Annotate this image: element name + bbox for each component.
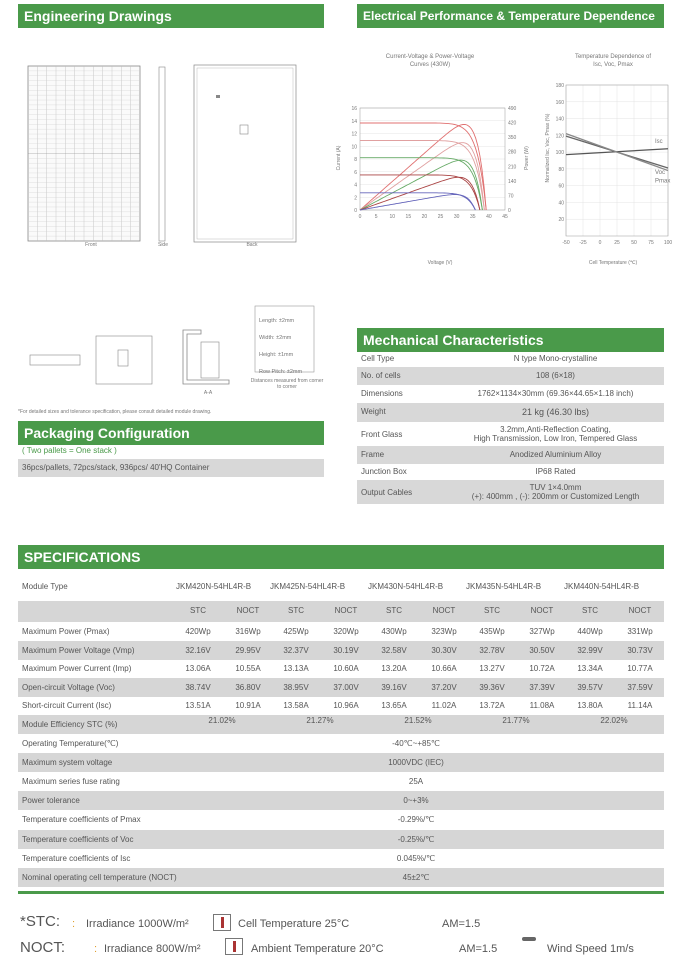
- wind-icon: [522, 937, 536, 941]
- spec-key: Module Type: [22, 582, 68, 591]
- iv-y2tick: 280: [508, 149, 517, 156]
- footer-noct-label: NOCT:: [20, 939, 65, 956]
- temp-ytick: 160: [555, 99, 564, 106]
- spec-key: Short-circuit Current (Isc): [22, 701, 112, 710]
- packaging-subtitle: ( Two pallets = One stack ): [22, 446, 117, 455]
- temp-label-Isc: Isc: [655, 138, 663, 145]
- temp-label-Voc: Voc: [655, 170, 666, 177]
- footer-noct-irradiance: Irradiance 800W/m²: [104, 943, 201, 955]
- noct-header: NOCT: [628, 606, 652, 615]
- mech-row: [357, 403, 664, 422]
- temp-chart-svg: [540, 48, 673, 273]
- spec-value: 420Wp: [185, 627, 211, 636]
- temp-xtick: -50: [562, 240, 570, 246]
- mech-value: 21 kg (46.30 lbs): [521, 407, 590, 417]
- footer-divider: [18, 891, 664, 894]
- iv-xtick: 5: [374, 214, 378, 220]
- spec-key: Power tolerance: [22, 796, 80, 806]
- mech-key: Cell Type: [361, 354, 395, 363]
- iv-ytick: 10: [351, 144, 357, 151]
- mech-key: No. of cells: [361, 371, 401, 380]
- spec-value: 13.72A: [479, 701, 505, 710]
- noct-header: NOCT: [432, 606, 456, 615]
- efficiency-value: 21.27%: [306, 715, 334, 725]
- spec-value: 10.55A: [235, 664, 261, 673]
- spec-key: Open-circuit Voltage (Voc): [22, 682, 115, 692]
- temp-xtick: 50: [631, 240, 637, 246]
- spec-value: 11.14A: [627, 701, 653, 710]
- tolerance-width: Width: ±2mm: [259, 335, 292, 341]
- mech-key: Dimensions: [361, 389, 403, 398]
- mech-value: IP68 Rated: [535, 467, 576, 476]
- temp-ylabel: Normalized Isc, Voc, Pmax (%): [545, 113, 551, 183]
- spec-key: Nominal operating cell temperature (NOCT): [22, 872, 177, 882]
- mech-key: Frame: [361, 450, 385, 459]
- spec-value: 430Wp: [381, 627, 407, 636]
- front-label: Front: [85, 242, 97, 248]
- efficiency-value: 21.77%: [502, 715, 530, 725]
- spec-row: [18, 791, 664, 810]
- spec-value: 11.08A: [529, 701, 555, 710]
- iv-y2tick: 350: [508, 135, 517, 142]
- spec-value: 13.06A: [185, 664, 211, 673]
- iv-xtick: 25: [437, 214, 444, 220]
- mechanical-header: [357, 328, 664, 352]
- spec-value: -40℃~+85℃: [392, 738, 440, 748]
- efficiency-value: 21.52%: [404, 715, 432, 725]
- temp-xtick: -25: [579, 240, 587, 246]
- mech-row: [357, 385, 664, 403]
- specifications-title: SPECIFICATIONS: [24, 549, 141, 565]
- spec-row: [18, 678, 664, 697]
- spec-value: 13.34A: [577, 664, 603, 673]
- spec-row: [18, 659, 664, 678]
- spec-value: 1000VDC (IEC): [388, 757, 444, 767]
- iv-xtick: 35: [469, 214, 476, 220]
- packaging-line: 36pcs/pallets, 72pcs/stack, 936pcs/ 40'HQ Container: [18, 459, 324, 477]
- temp-ytick: 80: [558, 166, 564, 173]
- iv-ytick: 12: [351, 131, 357, 138]
- iv-chart-svg: [330, 48, 530, 273]
- mech-row: [357, 367, 664, 385]
- footer-stc-am: AM=1.5: [442, 918, 481, 930]
- back-view: [194, 65, 296, 242]
- spec-row: [18, 622, 664, 641]
- mech-value-line1: 3.2mm,Anti-Reflection Coating,: [500, 425, 611, 434]
- spec-row: [18, 810, 664, 829]
- spec-row: [18, 830, 664, 849]
- pv-curve-200W: [360, 195, 475, 211]
- packaging-header: [18, 421, 324, 445]
- temp-xtick: 100: [663, 240, 673, 246]
- side-label: Side: [157, 242, 169, 248]
- iv-ytick: 2: [354, 195, 357, 202]
- iv-ytick: 4: [354, 182, 357, 189]
- spec-row: [18, 772, 664, 791]
- mech-row: [357, 480, 664, 504]
- efficiency-value: 21.02%: [208, 715, 236, 725]
- tolerance-height: Height: ±1mm: [259, 352, 294, 358]
- specifications-header: [18, 545, 664, 569]
- spec-value: 32.58V: [381, 645, 407, 655]
- spec-row: [18, 715, 664, 734]
- spec-row: [18, 868, 664, 887]
- footer-stc-irradiance: Irradiance 1000W/m²: [86, 918, 189, 930]
- iv-plot: [351, 106, 516, 220]
- temp-ytick: 140: [555, 116, 564, 123]
- sun-icon: :: [94, 943, 98, 955]
- mech-value: [447, 425, 664, 443]
- model-name: JKM435N-54HL4R-B: [466, 582, 542, 591]
- footer-stc-temperature: Cell Temperature 25°C: [238, 918, 350, 930]
- tolerance-list: [259, 313, 302, 381]
- mech-row: [357, 446, 664, 464]
- tolerance-note: Distances measured from corner to corner: [250, 378, 324, 390]
- temp-title-2: Isc, Voc, Pmax: [593, 62, 633, 68]
- spec-row: [18, 577, 664, 596]
- spec-value: 13.51A: [185, 701, 211, 710]
- noct-header: NOCT: [334, 606, 358, 615]
- spec-row: [18, 601, 664, 622]
- temp-chart: [540, 48, 673, 273]
- spec-value: 10.91A: [235, 701, 261, 710]
- iv-y2tick: 0: [508, 208, 511, 214]
- temp-ytick: 100: [555, 150, 564, 157]
- iv-ytick: 0: [354, 208, 357, 214]
- spec-value: 39.16V: [381, 682, 407, 692]
- junction-box-drawing: [30, 355, 80, 365]
- spec-value: 30.73V: [627, 645, 653, 655]
- iv-chart: [330, 48, 530, 273]
- footer-noct-am: AM=1.5: [459, 943, 498, 955]
- spec-value: 331Wp: [627, 627, 653, 636]
- footer-noct-wind: Wind Speed 1m/s: [547, 943, 634, 955]
- iv-y2label: Power (W): [524, 146, 530, 170]
- spec-value: 0.045%/℃: [396, 853, 436, 863]
- engineering-drawing: [18, 40, 324, 260]
- spec-value: 316Wp: [235, 627, 261, 636]
- electrical-header: [357, 4, 664, 28]
- back-label: Back: [246, 242, 258, 248]
- spec-key: Maximum Power (Pmax): [22, 627, 110, 636]
- drawing-note: *For detailed sizes and tolerance specification, please consult detailed module drawing.: [18, 409, 212, 415]
- iv-xtick: 15: [405, 214, 412, 220]
- spec-key: Operating Temperature(℃): [22, 738, 119, 748]
- spec-value: 32.16V: [185, 645, 211, 655]
- model-name: JKM440N-54HL4R-B: [564, 582, 640, 591]
- spec-value: -0.25%/℃: [397, 834, 435, 844]
- stc-header: STC: [288, 606, 304, 615]
- spec-key: Temperature coefficients of Isc: [22, 853, 131, 863]
- spec-value: 11.02A: [431, 701, 457, 710]
- mech-value: N type Mono-crystalline: [513, 354, 598, 363]
- spec-key: Maximum system voltage: [22, 757, 113, 767]
- iv-xtick: 40: [486, 214, 492, 220]
- model-name: JKM425N-54HL4R-B: [270, 582, 346, 591]
- temp-ytick: 60: [558, 183, 564, 190]
- iv-xtick: 45: [502, 214, 508, 220]
- iv-y2tick: 490: [508, 106, 517, 112]
- spec-value: 45±2℃: [402, 872, 430, 882]
- efficiency-value: 22.02%: [600, 715, 628, 725]
- model-name: JKM430N-54HL4R-B: [368, 582, 444, 591]
- temp-ytick: 20: [558, 217, 564, 224]
- module-drawings-svg: [18, 40, 324, 260]
- mech-key: Weight: [361, 407, 386, 416]
- spec-value: 13.58A: [283, 701, 309, 710]
- iv-ytick: 14: [351, 118, 357, 125]
- spec-key: Maximum series fuse rating: [22, 776, 120, 786]
- packaging-title: Packaging Configuration: [24, 425, 190, 441]
- spec-value: 32.37V: [283, 645, 309, 655]
- spec-value: 37.39V: [529, 682, 555, 692]
- frame-profile-drawing: [183, 330, 229, 384]
- iv-ylabel: Current (A): [336, 145, 342, 171]
- spec-value: 323Wp: [431, 627, 457, 636]
- iv-ytick: 8: [354, 157, 357, 163]
- spec-value: 0~+3%: [403, 796, 429, 806]
- iv-xtick: 30: [453, 214, 460, 220]
- spec-key: Module Efficiency STC (%): [22, 719, 118, 729]
- engineering-title: Engineering Drawings: [24, 8, 172, 24]
- spec-row: [18, 734, 664, 753]
- spec-value: 39.36V: [479, 682, 505, 692]
- thermometer-icon: [213, 914, 231, 931]
- mech-value: 1762×1134×30mm (69.36×44.65×1.18 inch): [477, 389, 634, 398]
- pv-curve-600W: [360, 160, 482, 210]
- iv-y2tick: 140: [508, 178, 517, 185]
- spec-value: 435Wp: [479, 627, 505, 636]
- spec-value: 37.00V: [333, 682, 359, 692]
- stc-header: STC: [386, 606, 402, 615]
- spec-value: 30.50V: [529, 645, 555, 655]
- mech-value: Anodized Aluminium Alloy: [509, 450, 602, 459]
- spec-value: 13.80A: [577, 701, 603, 710]
- footer-noct-temperature: Ambient Temperature 20°C: [251, 943, 384, 955]
- temp-xlabel: Cell Temperature (℃): [588, 260, 638, 266]
- spec-value: 30.30V: [431, 645, 457, 655]
- spec-value: 37.20V: [431, 682, 457, 692]
- temp-title-1: Temperature Dependence of: [574, 54, 652, 60]
- spec-value: 10.96A: [333, 701, 359, 710]
- mech-value-line2: High Transmission, Low Iron, Tempered Glass: [473, 434, 638, 443]
- spec-value: 30.19V: [333, 645, 359, 655]
- spec-value: 37.59V: [627, 682, 653, 692]
- temp-ytick: 180: [555, 83, 564, 89]
- spec-value: 39.57V: [577, 682, 603, 692]
- spec-value: 32.78V: [479, 645, 505, 655]
- spec-value: 13.65A: [381, 701, 407, 710]
- stc-header: STC: [484, 606, 500, 615]
- temp-xtick: 25: [614, 240, 620, 246]
- mech-key: Front Glass: [361, 430, 403, 439]
- model-name: JKM420N-54HL4R-B: [176, 582, 252, 591]
- side-view: [159, 67, 165, 241]
- section-label: A-A: [203, 390, 213, 396]
- mechanical-title: Mechanical Characteristics: [363, 332, 544, 348]
- mech-value-line2: (+): 400mm , (-): 200mm or Customized Length: [471, 492, 640, 501]
- iv-title-1: Current-Voltage & Power-Voltage: [385, 54, 475, 60]
- temp-plot: [556, 83, 673, 246]
- spec-value: 425Wp: [283, 627, 309, 636]
- spec-value: 36.80V: [235, 682, 261, 692]
- spec-value: 10.72A: [529, 664, 555, 673]
- spec-value: 13.27V: [479, 664, 505, 673]
- spec-value: -0.29%/℃: [397, 815, 435, 825]
- spec-value: 320Wp: [333, 627, 359, 636]
- tolerance-length: Length: ±2mm: [259, 318, 295, 324]
- iv-y2tick: 70: [508, 193, 514, 200]
- temp-ytick: 40: [558, 200, 564, 207]
- spec-row: [18, 641, 664, 660]
- temp-label-Pmax: Pmax: [655, 178, 671, 185]
- spec-value: 13.20A: [381, 664, 407, 673]
- spec-key: Temperature coefficients of Pmax: [22, 815, 141, 825]
- spec-value: 440Wp: [577, 627, 603, 636]
- mech-key: Junction Box: [361, 467, 407, 476]
- spec-key: Maximum Power Current (Imp): [22, 664, 132, 673]
- tolerance-row-pitch: Row Pitch: ±2mm: [259, 369, 303, 375]
- mech-key: Output Cables: [361, 488, 413, 497]
- footer-stc-label: *STC:: [20, 913, 61, 930]
- mech-value-line1: TUV 1×4.0mm: [529, 483, 582, 492]
- spec-value: 10.60A: [333, 664, 359, 673]
- spec-value: 13.13A: [283, 664, 309, 673]
- temp-xtick: 75: [648, 240, 654, 246]
- spec-key: Temperature coefficients of Voc: [22, 834, 134, 844]
- iv-title-2: Curves (430W): [409, 62, 451, 68]
- iv-y2tick: 210: [508, 164, 517, 171]
- spec-value: 327Wp: [529, 627, 555, 636]
- iv-curve-600W: [360, 158, 482, 210]
- spec-value: 25A: [408, 776, 424, 786]
- sun-icon: :: [72, 918, 76, 930]
- iv-ytick: 6: [354, 169, 357, 176]
- spec-key: Maximum Power Voltage (Vmp): [22, 645, 135, 655]
- spec-value: 38.95V: [283, 682, 309, 692]
- spec-value: 38.74V: [185, 682, 211, 692]
- temp-ytick: 120: [555, 133, 564, 140]
- mech-row: [357, 422, 664, 446]
- spec-row: [18, 849, 664, 868]
- mech-row: [357, 463, 664, 481]
- noct-header: NOCT: [236, 606, 260, 615]
- spec-value: 29.95V: [235, 645, 261, 655]
- spec-row: [18, 753, 664, 772]
- thermometer-icon: [225, 938, 243, 955]
- iv-ytick: 16: [351, 106, 357, 112]
- iv-xtick: 0: [358, 214, 362, 220]
- iv-y2tick: 420: [508, 120, 517, 127]
- spec-value: 10.77A: [627, 664, 653, 673]
- iv-xlabel: Voltage (V): [427, 260, 453, 266]
- spec-value: 10.66A: [431, 664, 457, 673]
- engineering-header: [18, 4, 324, 28]
- spec-value: 32.99V: [577, 645, 603, 655]
- electrical-title: Electrical Performance & Temperature Dependence: [363, 9, 655, 23]
- mount-hole-drawing: [96, 336, 152, 384]
- noct-header: NOCT: [530, 606, 554, 615]
- iv-xtick: 10: [389, 214, 396, 220]
- mech-value: [447, 483, 664, 501]
- spec-row: [18, 696, 664, 715]
- stc-header: STC: [190, 606, 206, 615]
- mech-row: [357, 350, 664, 368]
- front-view: [28, 66, 140, 241]
- mech-value: 108 (6×18): [536, 371, 575, 380]
- iv-xtick: 20: [421, 214, 428, 220]
- stc-header: STC: [582, 606, 598, 615]
- temp-xtick: 0: [598, 240, 602, 246]
